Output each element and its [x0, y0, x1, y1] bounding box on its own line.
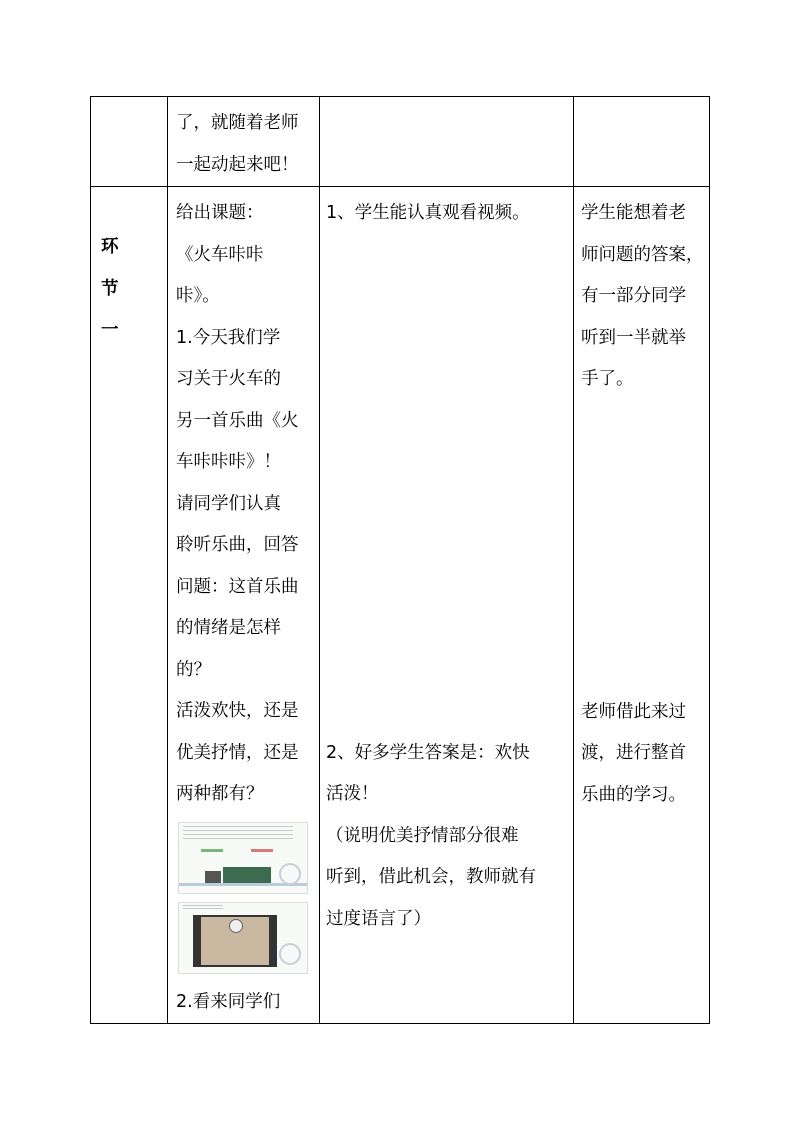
text-line: （说明优美抒情部分很难	[326, 825, 519, 846]
stage-label-number: 一	[101, 320, 119, 340]
teacher-activity-cell	[168, 187, 320, 1024]
design-intent-cell	[574, 97, 710, 187]
design-intent-cell	[574, 187, 710, 1024]
text-line: 聆听乐曲，回答	[176, 535, 299, 555]
text-line: 一起动起来吧！	[176, 154, 299, 175]
text-line: 优美抒情，还是	[176, 742, 299, 763]
text-line: 渡，进行整首	[581, 743, 686, 763]
stage-label: 环节	[101, 237, 143, 299]
text-line: 了，就随着老师	[176, 113, 299, 133]
text-line: 车咔咔咔》！	[176, 452, 281, 472]
text-line: 1.今天我们学	[176, 327, 281, 348]
text-line: 1、学生能认真观看视频。	[326, 203, 530, 223]
table-row	[91, 187, 710, 1024]
text-line: 听到，借此机会，教师就有	[326, 867, 536, 887]
text-line: 学生能想着老	[581, 203, 686, 223]
text-line: 《火车咔咔	[176, 244, 264, 265]
text-line: 请同学们认真	[176, 493, 281, 514]
slide-thumbnail-station	[178, 902, 308, 974]
text-line: 2、好多学生答案是：欢快	[326, 742, 530, 763]
lesson-table	[90, 96, 710, 1024]
text-line: 活泼欢快，还是	[176, 701, 299, 721]
text-line: 咔》。	[176, 286, 220, 306]
text-line: 手了。	[581, 369, 634, 389]
text-line: 老师借此来过	[581, 701, 686, 722]
text-line: 习关于火车的	[176, 369, 281, 389]
stage-cell-empty	[91, 97, 168, 187]
text-line: 的情绪是怎样	[176, 618, 281, 638]
text-line: 的？	[176, 659, 211, 680]
stage-cell	[91, 187, 168, 1024]
text-line: 给出课题：	[176, 203, 264, 223]
text-line: 听到一半就举	[581, 327, 686, 348]
text-line: 师问题的答案，	[581, 244, 704, 265]
student-activity-cell	[320, 97, 574, 187]
text-line: 过度语言了）	[326, 908, 431, 929]
table-row	[91, 97, 710, 187]
text-line: 问题：这首乐曲	[176, 576, 299, 597]
text-line: 两种都有？	[176, 784, 264, 804]
text-line: 有一部分同学	[581, 286, 686, 306]
teacher-activity-cell	[168, 97, 320, 187]
text-line: 2.看来同学们	[176, 991, 281, 1012]
text-line: 活泼！	[326, 784, 379, 804]
slide-thumbnail-train	[178, 822, 308, 894]
text-line: 乐曲的学习。	[581, 784, 686, 805]
student-activity-cell	[320, 187, 574, 1024]
text-line: 另一首乐曲《火	[176, 410, 299, 431]
